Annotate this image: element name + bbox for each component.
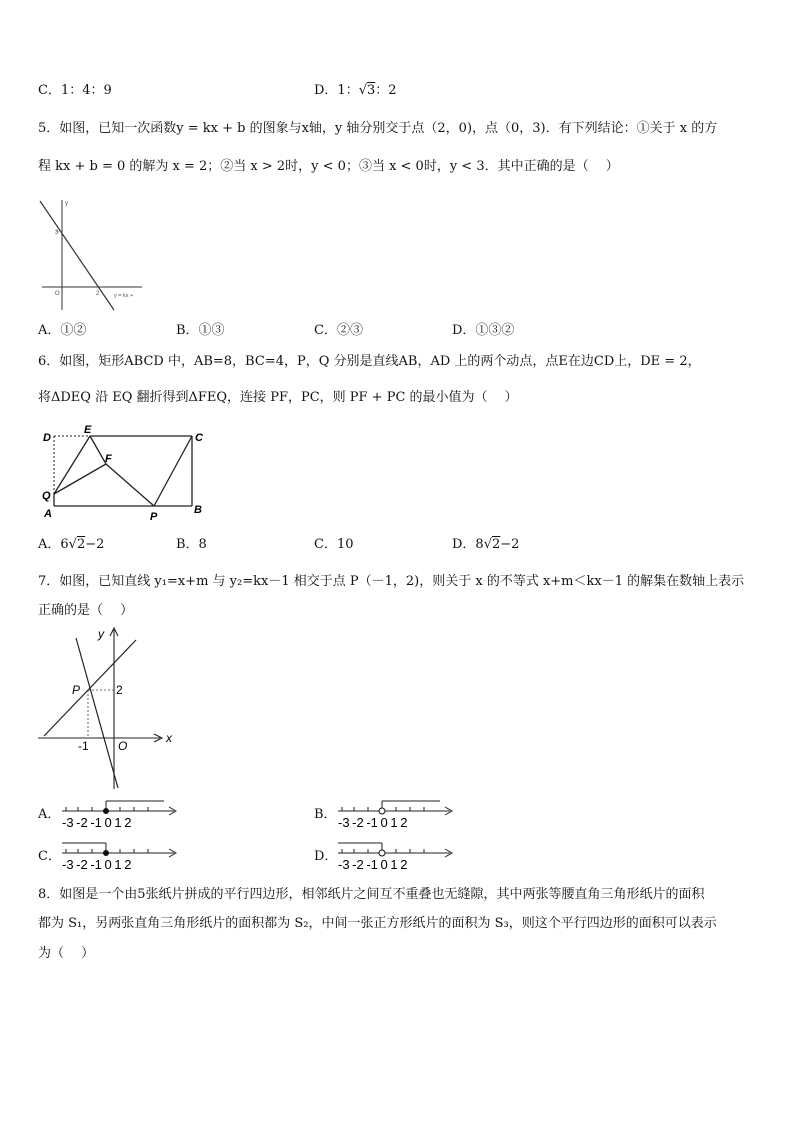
q7-option-b[interactable]: B． xyxy=(314,807,337,822)
q7-graph xyxy=(36,624,186,794)
q7-stem-line1: 7．如图，已知直线 y₁=x+m 与 y₂=kx－1 相交于点 P（－1，2)，则关于 x 的不等式 x+m＜kx－1 的解集在数轴上表示 xyxy=(38,574,745,589)
q5-graph xyxy=(38,195,158,315)
q4-option-d-prefix: D．1： xyxy=(314,83,359,98)
q6-label-d: D xyxy=(43,432,51,444)
q5-function-line xyxy=(40,201,114,310)
q5-three-label: 3 xyxy=(55,230,59,236)
q6-label-q: Q xyxy=(42,490,51,502)
q7-stem-line2: 正确的是（ ） xyxy=(38,603,134,618)
q5-option-b[interactable]: B．①③ xyxy=(176,323,225,338)
q5-line-label: y = kx + xyxy=(114,293,134,299)
q6-stem-line1: 6．如图，矩形ABCD 中，AB=8，BC=4，P，Q 分别是直线AB，AD 上的两个动点，点E在边CD上，DE = 2， xyxy=(38,354,701,369)
q7-p-label: P xyxy=(72,683,81,697)
q6-option-d-radicand: 2 xyxy=(492,537,501,552)
q6-label-e: E xyxy=(84,424,92,436)
q6-label-c: C xyxy=(195,432,203,444)
q6-seg-fp xyxy=(106,464,154,506)
q8-stem-line3: 为（ ） xyxy=(38,946,95,961)
q7-numberline-d[interactable] xyxy=(334,839,458,871)
q5-stem-line2: 程 kx + b = 0 的解为 x = 2；②当 x > 2时，y < 0；③当 x < 0时，y < 3．其中正确的是（ ） xyxy=(38,159,619,174)
q6-option-d[interactable] xyxy=(452,536,519,554)
q7-option-c[interactable]: C． xyxy=(38,849,61,864)
q7-numberline-b[interactable] xyxy=(334,797,458,829)
q6-seg-qf xyxy=(54,464,106,494)
q7-x-label: x xyxy=(166,731,172,745)
q6-seg-ef xyxy=(90,436,106,464)
q8-stem-line2: 都为 S₁，另两张直角三角形纸片的面积都为 S₂，中间一张正方形纸片的面积为 S₃，则这个平行四边形的面积可以表示 xyxy=(38,916,717,931)
sqrt-sign: √ xyxy=(358,83,367,98)
q5-origin-label: O xyxy=(55,291,60,297)
q5-option-a[interactable]: A．①② xyxy=(38,323,87,338)
q7-numberline-c[interactable] xyxy=(58,839,182,871)
q7-option-a[interactable]: A． xyxy=(38,807,61,822)
q6-label-a: A xyxy=(44,508,52,520)
q7-origin-label: O xyxy=(118,739,128,753)
q7-neg1-label: -1 xyxy=(78,739,89,753)
q6-option-b[interactable]: B．8 xyxy=(176,537,207,552)
q6-option-a-prefix: A．6 xyxy=(38,537,69,552)
q4-option-d-suffix: ：2 xyxy=(375,83,397,98)
q6-stem-line2: 将ΔDEQ 沿 EQ 翻折得到ΔFEQ，连接 PF，PC，则 PF + PC 的最小值为（ ） xyxy=(38,390,518,405)
q6-option-a[interactable] xyxy=(38,536,104,554)
q6-label-p: P xyxy=(150,511,158,523)
q6-option-a-radicand: 2 xyxy=(76,537,86,552)
q6-option-d-prefix: D．8 xyxy=(452,537,484,552)
q7-numberline-a[interactable] xyxy=(58,797,182,829)
sqrt-sign: √ xyxy=(68,537,77,552)
q6-rectangle-figure xyxy=(36,424,216,524)
q6-seg-qe xyxy=(54,436,90,494)
q5-y-label: y xyxy=(65,201,68,207)
q6-option-d-suffix: −2 xyxy=(500,537,520,552)
q6-option-a-suffix: −2 xyxy=(85,537,105,552)
q4-option-c[interactable]: C．1：4：9 xyxy=(38,83,112,98)
q5-option-d[interactable]: D．①③② xyxy=(452,323,515,338)
q6-label-f: F xyxy=(105,453,112,465)
q7-ticks-b: -3 -2 -1 0 1 2 xyxy=(338,815,408,830)
q5-stem-line1: 5．如图，已知一次函数y = kx + b 的图象与x轴，y 轴分别交于点（2，0)，点（0，3)．有下列结论：①关于 x 的方 xyxy=(38,121,718,136)
q4-option-d-radicand: 3 xyxy=(367,83,376,98)
q7-two-label: 2 xyxy=(116,683,123,697)
q6-label-b: B xyxy=(194,504,202,516)
q8-stem-line1: 8．如图是一个由5张纸片拼成的平行四边形，相邻纸片之间互不重叠也无缝隙，其中两张等腰直角三角形纸片的面积 xyxy=(38,887,705,902)
q7-line-y2 xyxy=(76,638,118,788)
q7-ticks-a: -3 -2 -1 0 1 2 xyxy=(62,815,132,830)
q6-seg-pc xyxy=(154,436,192,506)
sqrt-sign: √ xyxy=(483,537,492,552)
q7-option-d[interactable]: D． xyxy=(314,849,338,864)
q5-two-label: 2 xyxy=(96,291,100,297)
q4-option-d[interactable] xyxy=(314,82,397,100)
q7-y-label: y xyxy=(98,627,104,641)
q6-option-c[interactable]: C．10 xyxy=(314,537,354,552)
q7-ticks-c: -3 -2 -1 0 1 2 xyxy=(62,857,132,872)
q5-option-c[interactable]: C．②③ xyxy=(314,323,363,338)
q7-ticks-d: -3 -2 -1 0 1 2 xyxy=(338,857,408,872)
